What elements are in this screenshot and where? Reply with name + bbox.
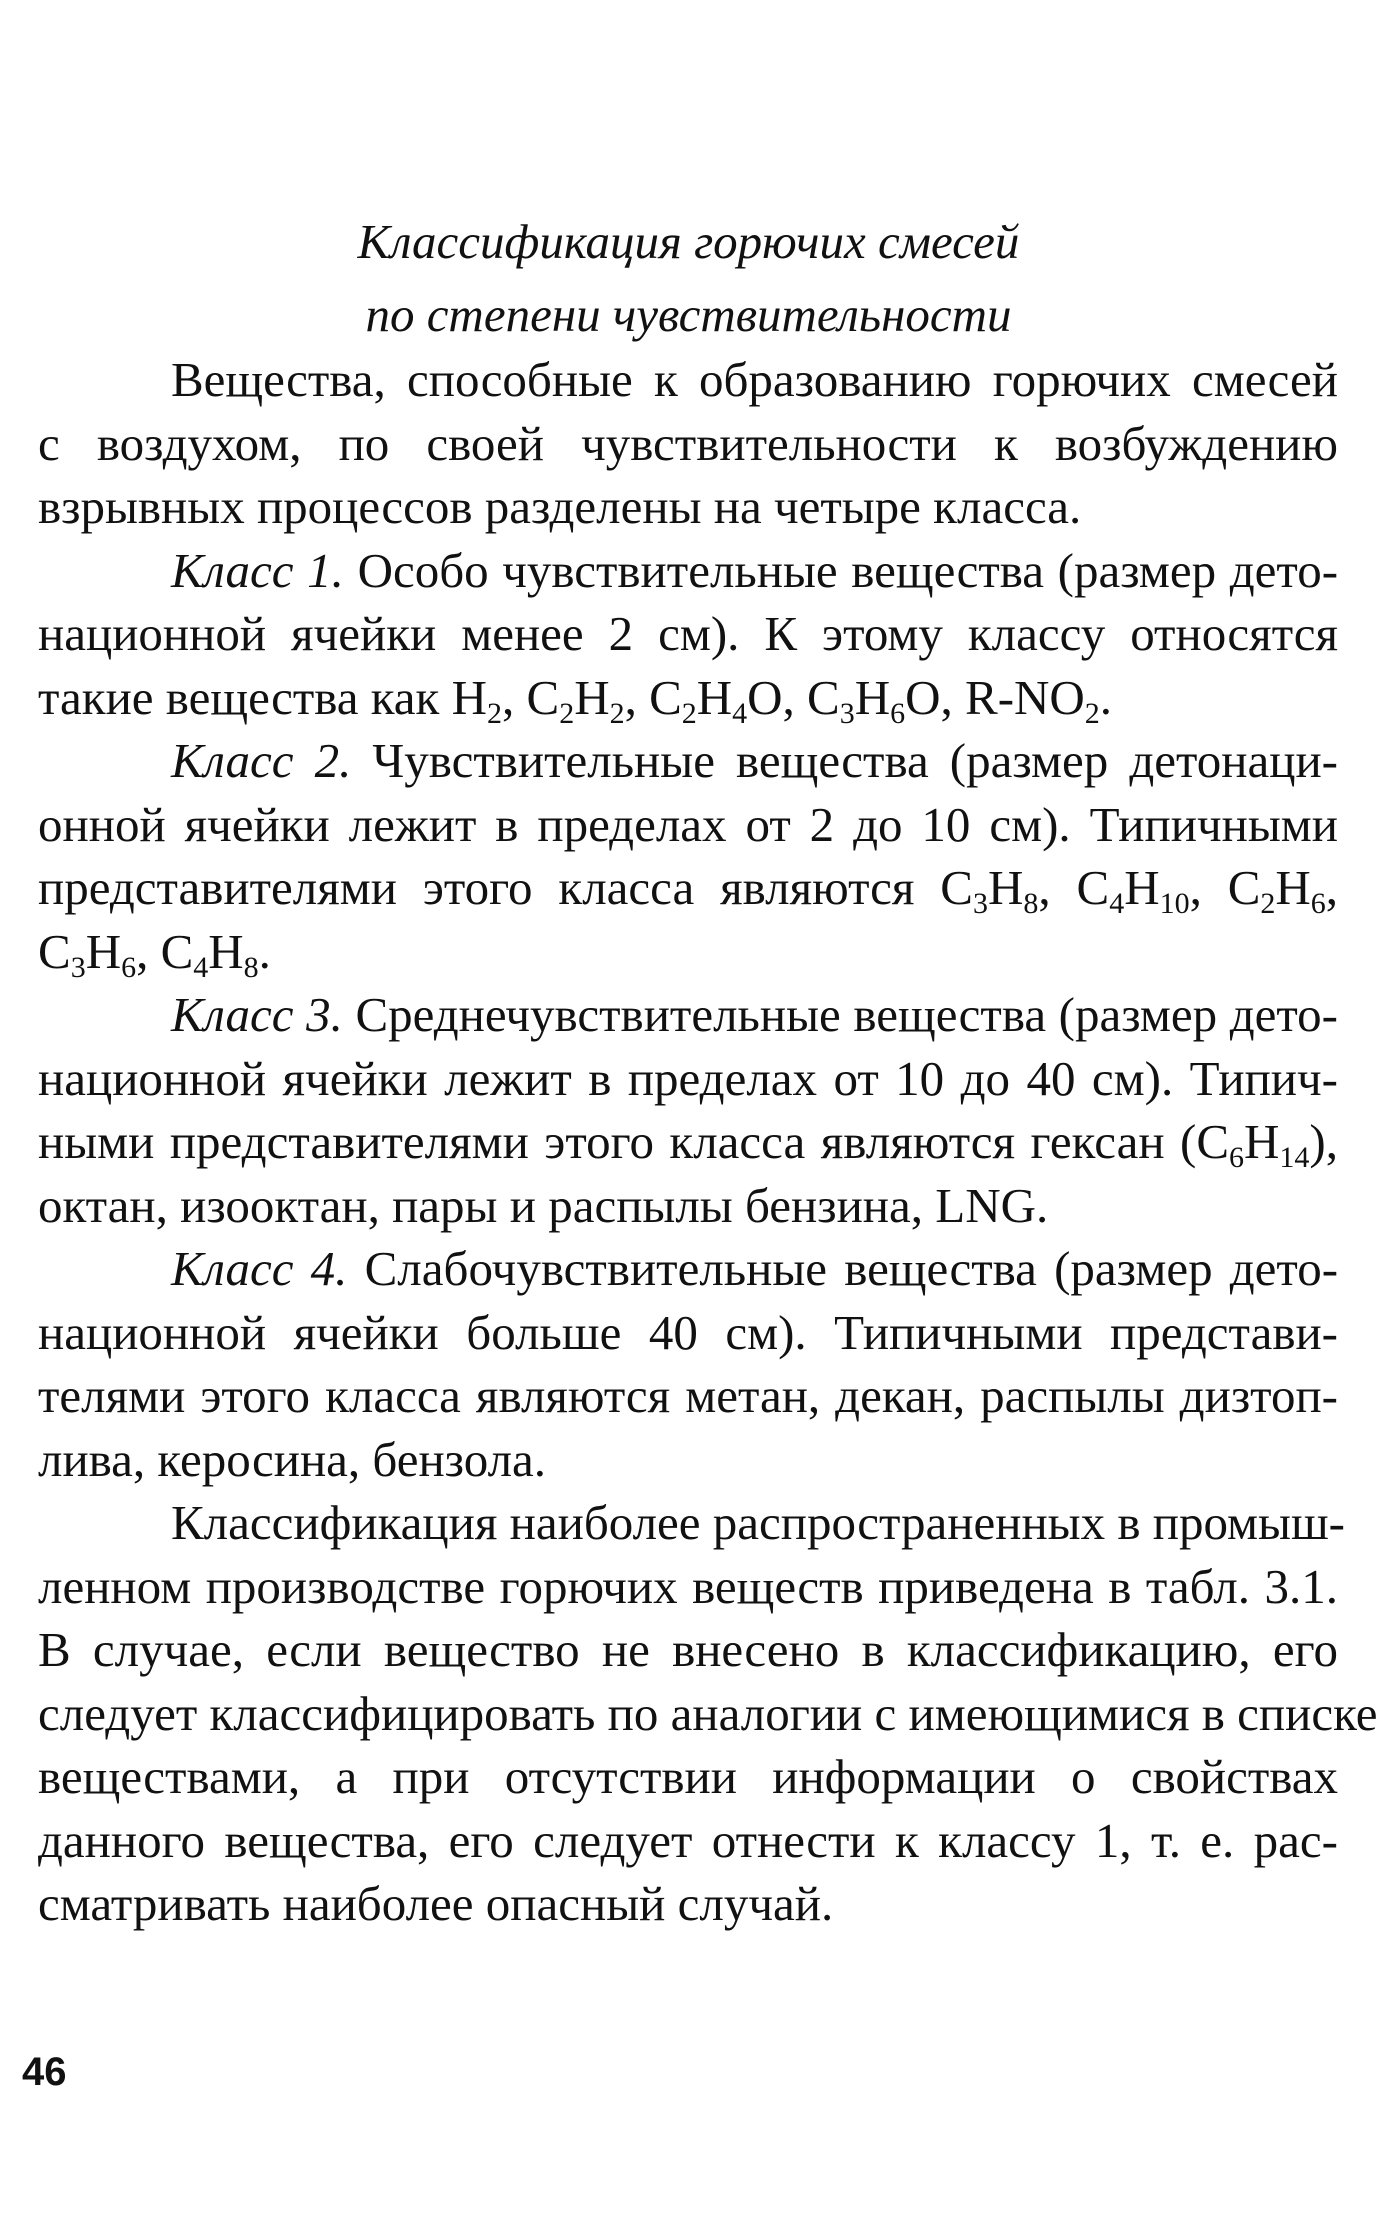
class-1-line-1: Особо чувствительные вещества (размер дето- xyxy=(357,542,1339,598)
class-2-paragraph xyxy=(38,729,1338,983)
text-line xyxy=(38,729,1338,793)
class-3-line-1: Среднечувствительные вещества (размер дето- xyxy=(355,987,1338,1042)
text-line: национной ячейки менее 2 см). К этому классу относятся xyxy=(38,606,1338,661)
body-text xyxy=(38,348,1377,1936)
formula: $R-NO_2$ xyxy=(965,669,1100,730)
text-line: сматривать наиболее опасный случай. xyxy=(38,1876,834,1931)
text-line xyxy=(38,983,1338,1047)
class-1-paragraph xyxy=(38,539,1338,730)
class-2-label: Класс 2. xyxy=(171,733,352,788)
class-3-line-3: ными представителями этого класса являются гексан (C xyxy=(38,1114,1230,1169)
text-line: онной ячейки лежит в пределах от 2 до 10 см). Типичными xyxy=(38,796,1338,852)
text-line xyxy=(38,856,1338,920)
text-line: такие вещества как $H_2$, $C_2H_2$, $C_2H_4O$, $C_3H_6O$, $R-NO_2$. xyxy=(38,669,1113,730)
text-line: с воздухом, по своей чувствительности к возбуждению xyxy=(38,415,1338,471)
text-line xyxy=(38,539,1338,603)
formula: $C_4H_{10}$, xyxy=(1076,860,1202,920)
text-line: Вещества, способные к образованию горючих смесей xyxy=(171,352,1338,407)
class-1-line-3: такие вещества как xyxy=(38,669,440,725)
text-line: В случае, если вещество не внесено в классификацию, его xyxy=(38,1622,1338,1677)
text-line: лива, керосина, бензола. xyxy=(38,1431,547,1487)
text-line: телями этого класса являются метан, декан, распылы дизтоп- xyxy=(38,1368,1338,1423)
formula: $C_2H_2$ xyxy=(526,669,625,730)
intro-paragraph xyxy=(38,348,1338,539)
text-line: ными представителями этого класса являются гексан $(C_6H_{14})$, xyxy=(38,1114,1338,1174)
formula: $C_2H_4O$ xyxy=(649,669,783,730)
formula: $C_4H_8$ xyxy=(160,923,259,984)
text-line: $C_3H_6$, $C_4H_8$. xyxy=(38,923,271,984)
section-title-line-2: по степени чувствительности xyxy=(365,287,1012,342)
class-2-line-1: Чувствительные вещества (размер детонаци- xyxy=(372,733,1338,788)
text-line xyxy=(38,1237,1338,1301)
class-4-paragraph xyxy=(38,1237,1338,1491)
class-4-label: Класс 4. xyxy=(171,1241,348,1296)
final-paragraph xyxy=(38,1491,1377,1936)
text-line: национной ячейки больше 40 см). Типичными представи- xyxy=(38,1304,1338,1360)
formula: $C_3H_8$, xyxy=(940,860,1051,920)
text-line: ленном производстве горючих веществ приведена в табл. 3.1. xyxy=(38,1558,1338,1614)
section-title xyxy=(0,205,1377,351)
formula: $H_2$ xyxy=(451,669,502,730)
class-3-label: Класс 3. xyxy=(171,987,343,1042)
class-4-line-1: Слабочувствительные вещества (размер дето- xyxy=(364,1241,1339,1296)
section-title-line-1: Классификация горючих смесей xyxy=(357,214,1020,269)
class-2-line-3: представителями этого класса являются xyxy=(38,860,915,915)
text-line: Классификация наиболее распространенных в промыш- xyxy=(171,1495,1345,1550)
class-1-label: Класс 1. xyxy=(171,542,344,598)
text-line: данного вещества, его следует отнести к классу 1, т. е. рас- xyxy=(38,1812,1338,1868)
text-line: октан, изооктан, пары и распылы бензина, LNG. xyxy=(38,1177,1049,1233)
text-line: веществами, а при отсутствии информации о свойствах xyxy=(38,1749,1338,1804)
class-3-paragraph xyxy=(38,983,1338,1237)
page-number: 46 xyxy=(22,2050,67,2094)
text-line: взрывных процессов разделены на четыре класса. xyxy=(38,479,1082,534)
formula: $C_3H_6$ xyxy=(38,923,137,984)
formula: $C_2H_6$, xyxy=(1227,860,1339,920)
text-line: следует классифицировать по аналогии с имеющимися в списке xyxy=(38,1685,1377,1741)
text-line: национной ячейки лежит в пределах от 10 до 40 см). Типич- xyxy=(38,1050,1338,1106)
formula: $C_3H_6O$ xyxy=(807,669,941,730)
